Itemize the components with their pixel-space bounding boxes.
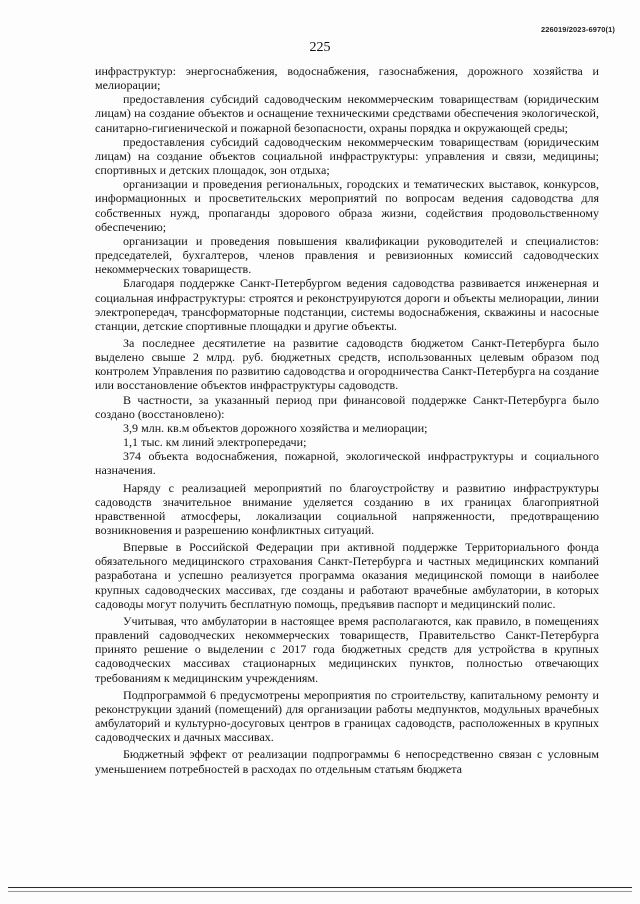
paragraph: инфраструктур: энергоснабжения, водоснабжения, газоснабжения, дорожного хозяйства и мелиорации; (95, 64, 599, 93)
page-bottom-rule (8, 887, 632, 888)
page-bottom-rule-shadow (8, 891, 632, 892)
paragraph: Впервые в Российской Федерации при активной поддержке Территориального фонда обязательного медицинского страхования Санкт-Петербурга и частных медицинских компаний разработана и успешно реализуется программа оказания медицинской помощи в наиболее крупных садоводческих массивах, где созданы и работают врачебные амбулатории, в которых садоводы могут получить бесплатную помощь, предъявив паспорт и медицинский полис. (95, 540, 599, 611)
paragraph: организации и проведения региональных, городских и тематических выставок, конкурсов, информационных и просветительских мероприятий по вопросам ведения садоводства для собственных нужд, пропаганды здорового образа жизни, содействия продовольственному обеспечению; (95, 177, 599, 234)
page-number: 225 (309, 40, 331, 55)
document-body (95, 64, 599, 776)
paragraph: За последнее десятилетие на развитие садоводств бюджетом Санкт-Петербурга было выделено свыше 2 млрд. руб. бюджетных средств, использованных целевым образом под контролем Управления по развитию садоводства и огородничества Санкт-Петербурга на создание или восстановление объектов инфраструктуры садоводств. (95, 335, 599, 393)
paragraph: организации и проведения повышения квалификации руководителей и специалистов: председателей, бухгалтеров, членов правления и ревизионных комиссий садоводческих некоммерческих товариществ. (95, 233, 599, 277)
paragraph: Благодаря поддержке Санкт-Петербургом ведения садоводства развивается инженерная и социальная инфраструктуры: строятся и реконструируются дороги и объекты мелиорации, линии электропередач, трансформаторные подстанции, системы водоснабжения, скважины и насосные станции, детские спортивные площадки и другие объекты. (95, 276, 599, 333)
document-id: 226019/2023-6970(1) (540, 25, 615, 34)
list-item: 374 объекта водоснабжения, пожарной, экологической инфраструктуры и социального назначения. (95, 449, 599, 478)
paragraph: Бюджетный эффект от реализации подпрограммы 6 непосредственно связан с условным уменьшением потребностей в расходах по отдельным статьям бюджета (95, 747, 599, 776)
paragraph: Наряду с реализацией мероприятий по благоустройству и развитию инфраструктуры садоводств значительное внимание уделяется созданию в их границах благоприятной нравственной атмосферы, локализации социальной напряженности, предотвращению возникновения и разрешению конфликтных ситуаций. (95, 480, 599, 537)
paragraph: предоставления субсидий садоводческим некоммерческим товариществам (юридическим лицам) на создание объектов и оснащение техническими средствами обеспечения экологической, санитарно-гигиенической и пожарной безопасности, охраны порядка и окружающей среды; (95, 92, 599, 135)
paragraph: предоставления субсидий садоводческим некоммерческим товариществам (юридическим лицам) на создание объектов социальной инфраструктуры: управления и связи, медицины; спортивных и детских площадок, зон отдыха; (95, 134, 599, 178)
paragraph: Подпрограммой 6 предусмотрены мероприятия по строительству, капитальному ремонту и реконструкции зданий (помещений) для организации работы медпунктов, модульных врачебных амбулаторий и культурно-досуговых центров в границах садоводств, расположенных в крупных садоводческих и дачных массивах. (95, 687, 599, 745)
list-item: 3,9 млн. кв.м объектов дорожного хозяйства и мелиорации; (123, 420, 428, 435)
paragraph: Учитывая, что амбулатории в настоящее время располагаются, как правило, в помещениях правлений садоводческих некоммерческих товариществ, Правительство Санкт-Петербурга принято решение о выделении с 2017 года бюджетных средств для устройства в крупных садоводческих массивах стационарных медицинских пунктов, полностью отвечающих требованиям к медицинским учреждениям. (95, 613, 599, 685)
paragraph: В частности, за указанный период при финансовой поддержке Санкт-Петербурга было создано (восстановлено): (95, 392, 599, 421)
list-item: 1,1 тыс. км линий электропередачи; (123, 435, 307, 450)
